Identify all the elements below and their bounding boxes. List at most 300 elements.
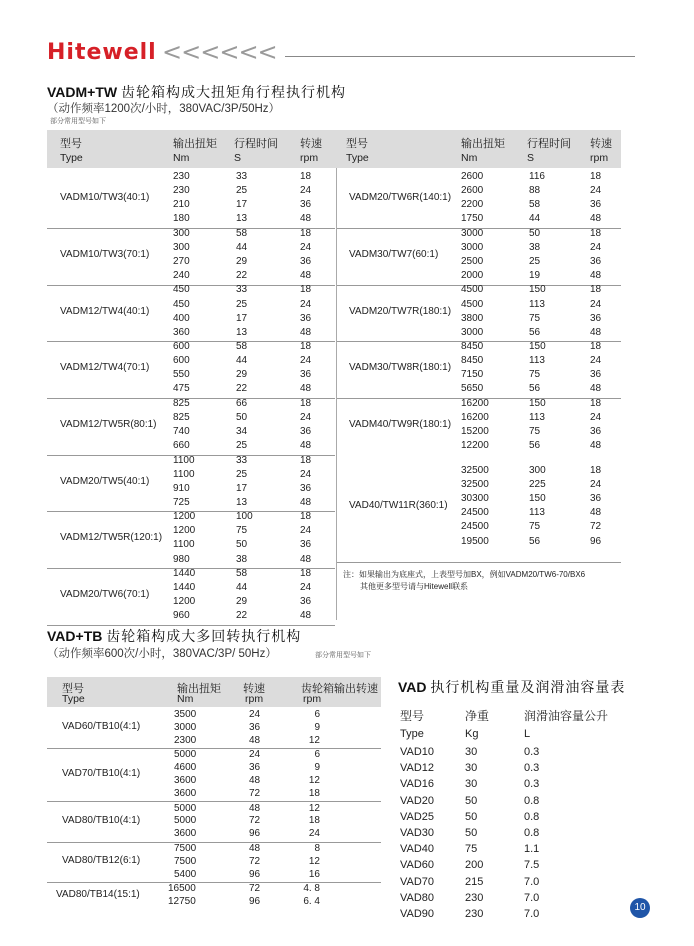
- time-value: 34: [236, 426, 248, 437]
- header-cn: 转速: [590, 138, 612, 150]
- section3-title-bold: VAD: [398, 679, 427, 695]
- speed-value: 72: [249, 787, 261, 799]
- type-value: VAD30: [400, 827, 435, 839]
- speed-value: 48: [300, 213, 312, 225]
- torque-value: 3000: [461, 326, 484, 338]
- time-value: 58: [236, 567, 248, 579]
- torque-value: 910: [173, 482, 190, 494]
- torque-value: 3600: [174, 775, 197, 786]
- speed-value: 36: [590, 255, 602, 267]
- note-line-1: 注：如果输出为底座式，上表型号加BX，例如VADM20/TW6-70/BX6: [343, 570, 586, 579]
- model-name: VADM12/TW5R(80:1): [60, 419, 157, 430]
- speed-value: 48: [300, 383, 312, 395]
- time-value: 113: [529, 355, 545, 367]
- time-value: 56: [529, 326, 541, 338]
- time-value: 22: [236, 610, 248, 622]
- torque-value: 2300: [174, 734, 197, 746]
- time-value: 13: [236, 496, 248, 508]
- time-value: 17: [236, 312, 248, 324]
- speed-value: 48: [300, 553, 312, 565]
- time-value: 22: [236, 270, 248, 281]
- torque-value: 3000: [461, 227, 484, 239]
- speed-value: 48: [249, 775, 261, 786]
- gearbox-speed-value: 6. 4: [303, 896, 320, 908]
- oil-value: 7.5: [524, 859, 540, 872]
- header-en: S: [234, 152, 242, 164]
- torque-value: 7500: [174, 843, 197, 854]
- speed-value: 72: [249, 815, 261, 827]
- row-separator: [47, 398, 335, 399]
- speed-value: 48: [590, 507, 602, 519]
- oil-value: 0.3: [524, 746, 540, 758]
- oil-value: 0.3: [524, 762, 540, 775]
- torque-value: 15200: [461, 426, 489, 437]
- speed-value: 24: [300, 582, 312, 593]
- header-cn: 行程时间: [527, 138, 571, 150]
- time-value: 50: [529, 227, 541, 239]
- speed-value: 48: [300, 270, 312, 281]
- time-value: 66: [236, 397, 248, 409]
- time-value: 50: [236, 411, 248, 423]
- speed-value: 36: [249, 721, 261, 733]
- speed-value: 36: [590, 312, 602, 324]
- section1-title-bold: VADM+TW: [47, 84, 118, 100]
- torque-value: 5000: [174, 749, 197, 761]
- oil-value: 1.1: [524, 843, 540, 856]
- torque-value: 24500: [461, 507, 489, 519]
- time-value: 150: [529, 284, 546, 296]
- time-value: 58: [236, 227, 248, 239]
- speed-value: 18: [590, 284, 602, 296]
- header-rule: [285, 56, 635, 57]
- header-cn: 输出扭矩: [177, 683, 221, 695]
- speed-value: 48: [249, 802, 261, 814]
- speed-value: 48: [300, 326, 312, 338]
- time-value: 58: [236, 341, 248, 353]
- torque-value: 3000: [174, 721, 197, 733]
- gearbox-speed-value: 6: [314, 749, 320, 761]
- speed-value: 24: [590, 411, 602, 423]
- torque-value: 2000: [461, 270, 484, 281]
- model-name: VADM10/TW3(70:1): [60, 248, 150, 260]
- torque-value: 2600: [461, 171, 484, 182]
- time-value: 56: [529, 535, 541, 547]
- model-name: VAD80/TB12(6:1): [62, 855, 141, 867]
- page-number-badge: 10: [630, 898, 650, 918]
- section1-subtitle: （动作频率1200次/小时，380VAC/3P/50Hz）: [47, 103, 281, 115]
- section1-title-cn: 齿轮箱构成大扭矩角行程执行机构: [121, 84, 347, 100]
- section2-title-bold: VAD+TB: [47, 628, 103, 644]
- time-value: 113: [529, 411, 545, 423]
- torque-value: 450: [173, 284, 190, 296]
- speed-value: 24: [300, 355, 312, 367]
- header-cn: 型号: [62, 683, 84, 695]
- speed-value: 18: [590, 341, 602, 353]
- row-separator: [47, 285, 335, 286]
- header-en: Type: [62, 693, 85, 705]
- time-value: 225: [529, 479, 546, 491]
- torque-value: 4500: [461, 298, 484, 310]
- model-name: VADM40/TW9R(180:1): [349, 419, 452, 430]
- model-name: VAD80/TB14(15:1): [56, 889, 140, 901]
- weight-value: 30: [465, 778, 478, 791]
- header-cn: 型号: [60, 138, 82, 150]
- gearbox-speed-value: 12: [308, 734, 320, 746]
- header-en: Nm: [461, 152, 478, 164]
- model-name: VADM30/TW8R(180:1): [349, 362, 452, 374]
- time-value: 75: [529, 426, 541, 437]
- time-value: 44: [236, 355, 248, 367]
- gearbox-speed-value: 24: [308, 828, 320, 840]
- speed-value: 18: [300, 511, 312, 523]
- time-value: 13: [236, 213, 248, 225]
- torque-value: 1200: [173, 511, 196, 523]
- row-separator: [47, 228, 335, 229]
- row-separator: [47, 748, 381, 749]
- gearbox-speed-value: 4. 8: [303, 883, 320, 895]
- speed-value: 72: [249, 883, 261, 895]
- torque-value: 1200: [173, 596, 196, 608]
- time-value: 13: [236, 326, 248, 338]
- time-value: 150: [529, 397, 546, 409]
- speed-value: 36: [249, 762, 261, 774]
- type-value: VAD12: [400, 762, 435, 775]
- type-value: VAD25: [400, 810, 435, 823]
- time-value: 33: [236, 454, 248, 466]
- weight-value: 75: [465, 843, 478, 856]
- torque-value: 230: [173, 185, 190, 197]
- section2-title: [47, 626, 301, 646]
- oil-value: 7.0: [524, 891, 540, 904]
- speed-value: 24: [300, 298, 312, 310]
- time-value: 29: [236, 596, 248, 608]
- time-value: 88: [529, 185, 541, 197]
- header-en: Nm: [173, 152, 190, 164]
- time-value: 38: [529, 241, 541, 253]
- torque-value: 980: [173, 553, 190, 565]
- torque-value: 475: [173, 383, 190, 395]
- speed-value: 18: [300, 227, 312, 239]
- header-cn: 型号: [400, 709, 425, 723]
- time-value: 22: [236, 383, 248, 395]
- section3-title: [398, 677, 625, 697]
- speed-value: 24: [300, 411, 312, 423]
- type-value: VAD80: [400, 891, 435, 904]
- speed-value: 24: [590, 241, 602, 253]
- oil-value: 0.3: [524, 778, 540, 791]
- time-value: 113: [529, 507, 545, 519]
- torque-value: 32500: [461, 465, 489, 476]
- header-en: rpm: [300, 152, 319, 164]
- header-cn: 润滑油容量公升: [524, 709, 609, 723]
- torque-value: 3000: [461, 241, 484, 253]
- speed-value: 72: [249, 855, 261, 867]
- speed-value: 36: [300, 539, 312, 551]
- gearbox-speed-value: 18: [308, 787, 320, 799]
- speed-value: 36: [300, 596, 312, 608]
- speed-value: 18: [590, 227, 602, 239]
- time-value: 25: [236, 298, 248, 310]
- gearbox-speed-value: 12: [308, 855, 320, 867]
- time-value: 75: [529, 312, 541, 324]
- time-value: 29: [236, 255, 248, 267]
- weight-value: 230: [465, 908, 484, 920]
- torque-value: 1100: [173, 539, 195, 551]
- speed-value: 18: [300, 171, 312, 182]
- speed-value: 24: [590, 355, 602, 367]
- oil-value: 0.8: [524, 794, 540, 807]
- torque-value: 825: [173, 397, 190, 409]
- header-en: L: [524, 728, 531, 740]
- model-name: VADM20/TW6(70:1): [60, 589, 150, 601]
- speed-value: 36: [300, 426, 312, 437]
- weight-value: 50: [465, 794, 478, 807]
- speed-value: 24: [300, 525, 312, 537]
- header-en: Type: [60, 152, 83, 164]
- speed-value: 48: [249, 734, 261, 746]
- speed-value: 36: [590, 426, 602, 437]
- torque-value: 7500: [174, 855, 197, 867]
- speed-value: 18: [300, 397, 312, 409]
- time-value: 25: [236, 468, 248, 480]
- type-value: VAD70: [400, 875, 435, 888]
- speed-value: 24: [249, 749, 261, 761]
- speed-value: 18: [590, 171, 602, 182]
- time-value: 17: [236, 199, 248, 211]
- time-value: 25: [236, 440, 248, 452]
- torque-value: 825: [173, 411, 190, 423]
- speed-value: 24: [300, 468, 312, 480]
- gearbox-speed-value: 12: [308, 775, 320, 786]
- torque-value: 740: [173, 426, 190, 437]
- model-name: VADM20/TW6R(140:1): [349, 192, 452, 204]
- weight-value: 50: [465, 810, 478, 823]
- section1-note: [343, 569, 585, 593]
- torque-value: 4600: [174, 762, 197, 774]
- header-en: Nm: [177, 693, 194, 705]
- header-cn: 转速: [300, 138, 322, 150]
- torque-value: 360: [173, 326, 190, 338]
- torque-value: 1440: [173, 582, 196, 593]
- speed-value: 36: [590, 369, 602, 381]
- time-value: 29: [236, 369, 248, 381]
- header-en: S: [527, 152, 535, 164]
- gearbox-speed-value: 8: [314, 843, 320, 854]
- torque-value: 1750: [461, 213, 484, 225]
- chevron-decoration: <<<<<<: [162, 38, 277, 66]
- model-name: VADM12/TW5R(120:1): [60, 532, 163, 544]
- speed-value: 24: [590, 479, 602, 491]
- speed-value: 48: [590, 270, 602, 281]
- note-line-2: 其他更多型号请与Hitewell联系: [360, 582, 469, 591]
- speed-value: 96: [249, 896, 261, 908]
- time-value: 75: [529, 369, 541, 381]
- model-name: VADM20/TW5(40:1): [60, 475, 150, 487]
- torque-value: 5000: [174, 815, 197, 827]
- torque-value: 1100: [173, 454, 195, 466]
- speed-value: 24: [300, 185, 312, 197]
- speed-value: 36: [300, 255, 312, 267]
- weight-value: 30: [465, 746, 478, 758]
- time-value: 25: [236, 185, 248, 197]
- oil-value: 0.8: [524, 810, 540, 823]
- torque-value: 30300: [461, 493, 489, 505]
- torque-value: 4500: [461, 284, 484, 296]
- speed-value: 96: [249, 828, 261, 840]
- type-value: VAD40: [400, 843, 435, 856]
- torque-value: 550: [173, 369, 190, 381]
- header-cn: 行程时间: [234, 138, 278, 150]
- speed-value: 48: [249, 843, 261, 854]
- type-value: VAD10: [400, 746, 435, 758]
- header-cn: 齿轮箱输出转速: [301, 683, 378, 695]
- weight-value: 50: [465, 827, 478, 839]
- time-value: 150: [529, 493, 546, 505]
- torque-value: 19500: [461, 535, 489, 547]
- torque-value: 270: [173, 255, 190, 267]
- weight-value: 215: [465, 875, 484, 888]
- gearbox-speed-value: 9: [314, 762, 320, 774]
- torque-value: 2500: [461, 255, 484, 267]
- oil-value: 7.0: [524, 875, 540, 888]
- torque-value: 16200: [461, 411, 489, 423]
- torque-value: 24500: [461, 521, 489, 533]
- header-cn: 输出扭矩: [461, 138, 505, 150]
- time-value: 116: [529, 171, 545, 182]
- header-en: rpm: [303, 693, 322, 705]
- time-value: 100: [236, 511, 253, 523]
- torque-value: 5400: [174, 868, 197, 880]
- time-value: 17: [236, 482, 248, 494]
- torque-value: 3800: [461, 312, 484, 324]
- oil-value: 0.8: [524, 827, 540, 839]
- header-cn: 净重: [465, 709, 490, 723]
- brand-logo: Hitewell: [47, 40, 157, 65]
- torque-value: 600: [173, 355, 190, 367]
- time-value: 113: [529, 298, 545, 310]
- torque-value: 7150: [461, 369, 484, 381]
- time-value: 33: [236, 171, 248, 182]
- weight-value: 30: [465, 762, 478, 775]
- torque-value: 1440: [173, 567, 196, 579]
- torque-value: 400: [173, 312, 190, 324]
- time-value: 38: [236, 553, 248, 565]
- type-value: VAD90: [400, 908, 435, 920]
- row-separator: [47, 882, 381, 883]
- time-value: 56: [529, 440, 541, 452]
- torque-value: 2600: [461, 185, 484, 197]
- torque-value: 8450: [461, 355, 484, 367]
- time-value: 25: [529, 255, 541, 267]
- model-name: VAD60/TB10(4:1): [62, 721, 141, 733]
- torque-value: 230: [173, 171, 190, 182]
- type-value: VAD60: [400, 859, 435, 872]
- torque-value: 12750: [168, 896, 196, 908]
- speed-value: 96: [249, 868, 261, 880]
- gearbox-speed-value: 9: [314, 721, 320, 733]
- time-value: 50: [236, 539, 248, 551]
- speed-value: 36: [590, 199, 602, 211]
- torque-value: 12200: [461, 440, 489, 452]
- speed-value: 48: [590, 326, 602, 338]
- header-en: Kg: [465, 728, 479, 740]
- oil-value: 7.0: [524, 908, 540, 920]
- time-value: 75: [236, 525, 248, 537]
- torque-value: 600: [173, 341, 190, 353]
- torque-value: 8450: [461, 341, 484, 353]
- time-value: 300: [529, 465, 546, 476]
- row-separator: [337, 562, 621, 563]
- torque-value: 16500: [168, 883, 196, 895]
- speed-value: 18: [590, 465, 602, 476]
- section2-subtitle: （动作频率600次/小时，380VAC/3P/ 50Hz）: [47, 648, 277, 660]
- gearbox-speed-value: 6: [314, 709, 320, 720]
- speed-value: 48: [590, 213, 602, 225]
- model-name: VAD80/TB10(4:1): [62, 814, 141, 826]
- torque-value: 725: [173, 496, 190, 508]
- header-cn: 转速: [243, 683, 265, 695]
- time-value: 150: [529, 341, 546, 353]
- time-value: 33: [236, 284, 248, 296]
- speed-value: 48: [300, 610, 312, 622]
- torque-value: 3500: [174, 709, 197, 720]
- section2-title-cn: 齿轮箱构成大多回转执行机构: [106, 628, 302, 644]
- torque-value: 16200: [461, 397, 489, 409]
- type-value: VAD16: [400, 778, 435, 791]
- speed-value: 24: [590, 298, 602, 310]
- torque-value: 210: [173, 199, 190, 211]
- torque-value: 300: [173, 227, 190, 239]
- speed-value: 24: [249, 709, 261, 720]
- speed-value: 48: [300, 496, 312, 508]
- speed-value: 48: [590, 383, 602, 395]
- speed-value: 36: [300, 482, 312, 494]
- speed-value: 36: [300, 369, 312, 381]
- type-value: VAD20: [400, 794, 435, 807]
- torque-value: 5650: [461, 383, 484, 395]
- speed-value: 18: [300, 341, 312, 353]
- speed-value: 18: [300, 567, 312, 579]
- torque-value: 450: [173, 298, 190, 310]
- model-name: VADM12/TW4(70:1): [60, 362, 150, 374]
- time-value: 44: [236, 582, 248, 593]
- torque-value: 300: [173, 241, 190, 253]
- speed-value: 18: [300, 454, 312, 466]
- row-separator: [47, 801, 381, 802]
- header-en: rpm: [245, 693, 264, 705]
- torque-value: 960: [173, 610, 190, 622]
- header-cn: 型号: [346, 138, 368, 150]
- speed-value: 24: [300, 241, 312, 253]
- torque-value: 240: [173, 270, 190, 281]
- model-name: VADM30/TW7(60:1): [349, 248, 439, 260]
- torque-value: 1200: [173, 525, 196, 537]
- time-value: 56: [529, 383, 541, 395]
- time-value: 44: [529, 213, 541, 225]
- torque-value: 1100: [173, 468, 195, 480]
- time-value: 19: [529, 270, 541, 281]
- model-name: VADM12/TW4(40:1): [60, 305, 150, 317]
- gearbox-speed-value: 18: [308, 815, 320, 827]
- header-cn: 输出扭矩: [173, 138, 217, 150]
- gearbox-speed-value: 16: [308, 868, 320, 880]
- model-name: VADM10/TW3(40:1): [60, 192, 150, 204]
- header-en: rpm: [590, 152, 609, 164]
- time-value: 44: [236, 241, 248, 253]
- speed-value: 48: [590, 440, 602, 452]
- section1-title: [47, 82, 346, 102]
- torque-value: 660: [173, 440, 190, 452]
